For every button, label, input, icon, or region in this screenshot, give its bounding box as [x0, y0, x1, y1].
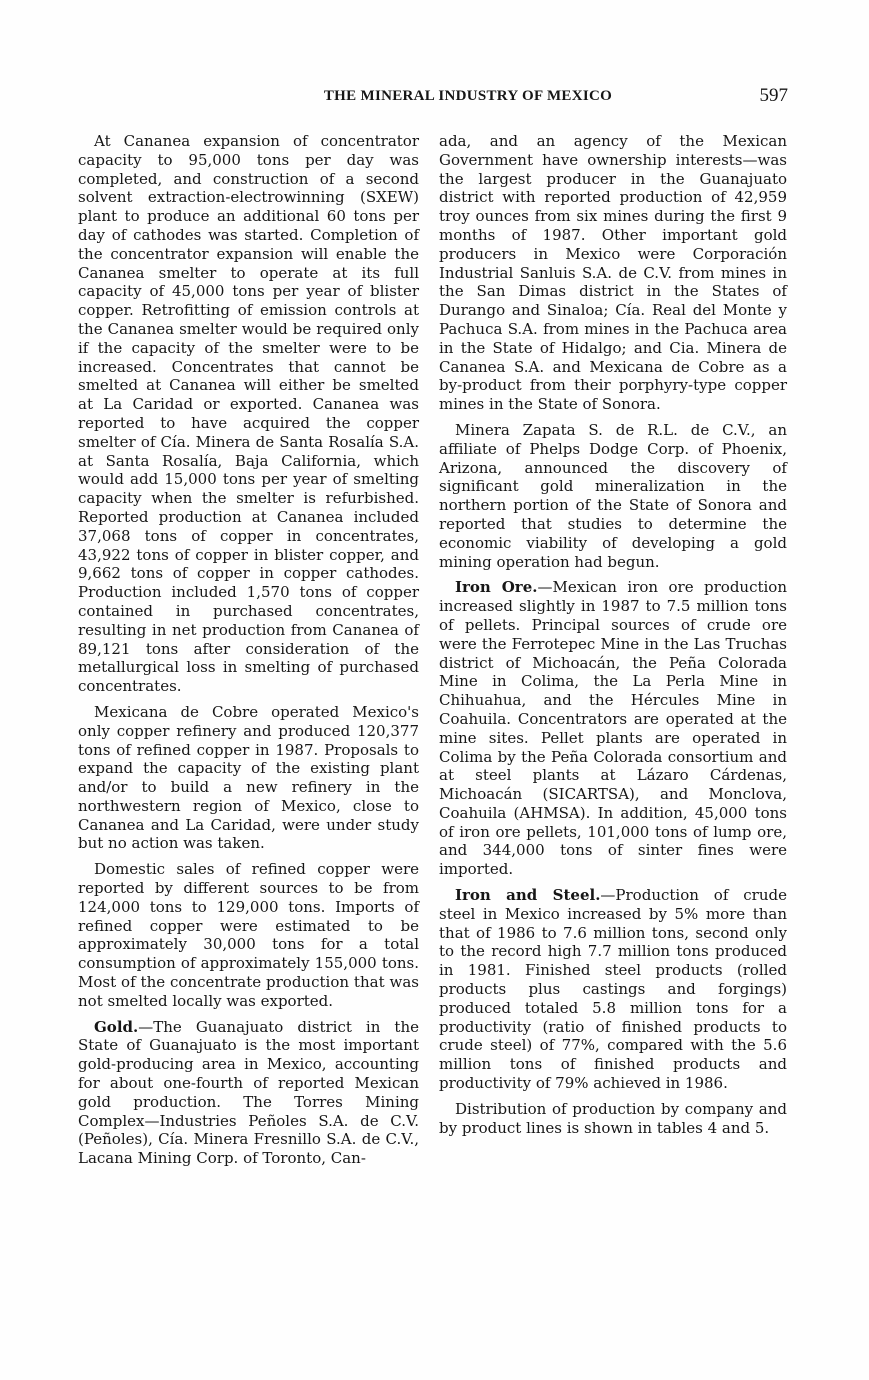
paragraph-iron-steel-text: —Production of crude steel in Mexico increased by 5% more than that of 1986 to 7.6 million tons, second only to the record high 7.7 million tons produced in 1981. Finished steel products (rolled products plus castings and forgings) produced totaled 5.8 million tons for a productivity (ratio of finished products to crude steel) of 77%, compared with the 5.6 million tons of finished products and productivity of 79% achieved in 1986. — [439, 886, 787, 1093]
section-heading-gold: Gold. — [94, 1017, 139, 1036]
paragraph-minera-zapata: Minera Zapata S. de R.L. de C.V., an affiliate of Phelps Dodge Corp. of Phoenix, Arizona, announced the discovery of significant gold mineralization in the northern portion of the State of Sonora and reported that studies to determine the economic viability of developing a gold mining operation had begun. — [439, 420, 787, 571]
paragraph-iron-steel — [439, 886, 787, 1093]
paragraph-iron-ore — [439, 578, 787, 879]
paragraph-gold — [78, 1018, 419, 1168]
paragraph-cananea: At Cananea expansion of concentrator capacity to 95,000 tons per day was completed, and construction of a second solvent extraction-electrowinning (SXEW) plant to produce an additional 60 tons per day of cathodes was started. Completion of the concentrator expansion will enable the Cananea smelter to operate at its full capacity of 45,000 tons per year of blister copper. Retrofitting of emission controls at the Cananea smelter would be required only if the capacity of the smelter were to be increased. Concentrates that cannot be smelted at Cananea will either be smelted at La Caridad or exported. Cananea was reported to have acquired the copper smelter of Cía. Minera de Santa Rosalía S.A. at Santa Rosalía, Baja California, which would add 15,000 tons per year of smelting capacity when the smelter is refurbished. Reported production at Cananea included 37,068 tons of copper in concentrates, 43,922 tons of copper in blister copper, and 9,662 tons of copper in copper cathodes. Production included 1,570 tons of copper contained in purchased concentrates, resulting in net production from Cananea of 89,121 tons after consideration of the metallurgical loss in smelting of purchased concentrates. — [78, 132, 419, 696]
paragraph-copper-refinery: Mexicana de Cobre operated Mexico's only copper refinery and produced 120,377 tons of refined copper in 1987. Proposals to expand the capacity of the existing plant and/or to build a new refinery in the northwestern region of Mexico, close to Cananea and La Caridad, were under study but no action was taken. — [78, 702, 419, 853]
paragraph-distribution: Distribution of production by company and by product lines is shown in tables 4 and 5. — [439, 1099, 787, 1137]
running-title: THE MINERAL INDUSTRY OF MEXICO — [323, 88, 613, 104]
section-heading-iron-steel: Iron and Steel. — [455, 886, 601, 905]
page-number: 597 — [759, 85, 788, 106]
paragraph-domestic-sales: Domestic sales of refined copper were reported by different sources to be from 124,000 tons to 129,000 tons. Imports of refined copper were estimated to be approximately 30,000 tons for a total consumption of approximately 155,000 tons. Most of the concentrate production that was not smelted locally was exported. — [78, 860, 419, 1010]
paragraph-iron-ore-text: —Mexican iron ore production increased slightly in 1987 to 7.5 million tons of pellets. Principal sources of crude ore were the Ferrotepec Mine in the Las Truchas district of Michoacán, the Peña Colorada Mine in Colima, the La Perla Mine in Chihuahua, and the Hércules Mine in Coahuila. Concentrators are operated at the mine sites. Pellet plants are operated in Colima by the Peña Colorada consortium and at steel plants at Lázaro Cárdenas, Michoacán (SICARTSA), and Monclova, Coahuila (AHMSA). In addition, 45,000 tons of iron ore pellets, 101,000 tons of lump ore, and 344,000 tons of sinter fines were imported. — [439, 578, 787, 879]
right-column — [439, 132, 787, 1144]
running-head — [78, 85, 788, 112]
section-heading-iron-ore: Iron Ore. — [455, 578, 538, 597]
left-column — [78, 132, 419, 1175]
paragraph-gold-text: —The Guanajuato district in the State of Guanajuato is the most important gold-producing area in Mexico, accounting for about one-fourth of reported Mexican gold production. The Torres Mining Complex—Industries Peñoles S.A. de C.V. (Peñoles), Cía. Minera Fresnillo S.A. de C.V., Lacana Mining Corp. of Toronto, Can- — [78, 1017, 419, 1168]
paragraph-gold-continued: ada, and an agency of the Mexican Government have ownership interests—was the largest producer in the Guanajuato district with reported production of 42,959 troy ounces from six mines during the first 9 months of 1987. Other important gold producers in Mexico were Corporación Industrial Sanluis S.A. de C.V. from mines in the San Dimas district in the States of Durango and Sinaloa; Cía. Real del Monte y Pachuca S.A. from mines in the Pachuca area in the State of Hidalgo; and Cia. Minera de Cananea S.A. and Mexicana de Cobre as a by-product from their porphyry-type copper mines in the State of Sonora. — [439, 132, 787, 414]
